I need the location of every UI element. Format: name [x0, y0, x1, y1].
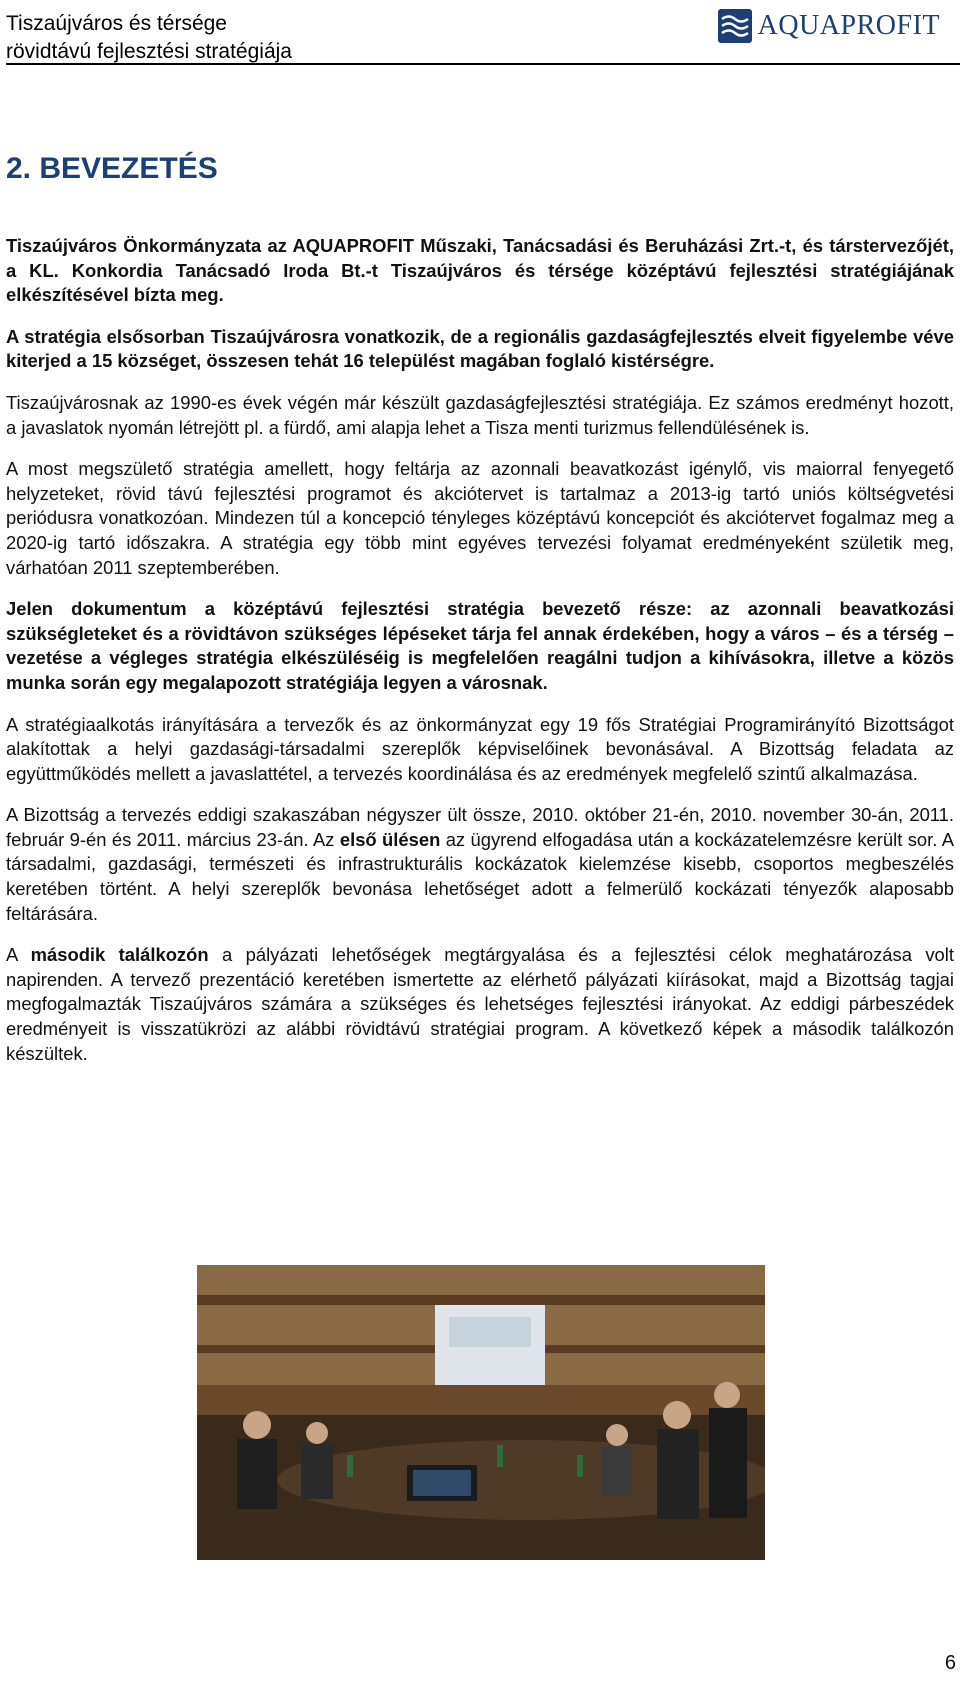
paragraph-intro: Tiszaújváros Önkormányzata az AQUAPROFIT Műszaki, Tanácsadási és Beruházási Zrt.-t, és társtervezőjét, a KL. Konkordia Tanácsadó Iroda Bt.-t Tiszaújváros és térsége középtávú fejlesztési stratégiájának elkészítésével bízta meg.: [6, 235, 954, 306]
page-number: 6: [944, 1652, 956, 1674]
meetings-text-end: az ügyrend elfogadása után a kockázatelemzésre került sor. A társadalmi, gazdasági, természeti és infrastrukturális kockázatok kielemzése kisebb, csoportos megbeszélés keretében történt. A helyi szereplők bevonása lehetőséget adott a felmerülő kockázati tényezők alaposabb feltárására.: [6, 828, 954, 924]
paragraph-second-meeting: [6, 943, 954, 1066]
paragraph-committee: A stratégiaalkotás irányítására a tervezők és az önkormányzat egy 19 fős Stratégiai Programirányító Bizottságot alakítottak a helyi gazdasági-társadalmi szereplők képviselőinek bevonásával. A Bizottság feladata az együttműködés mellett a javaslattétel, a tervezés koordinálása és az eredmények megfelelő szintű alkalmazása.: [6, 713, 954, 784]
second-meeting-text-start: A: [6, 944, 31, 966]
page-content: [6, 150, 954, 1083]
paragraph-strategy: A most megszülető stratégia amellett, hogy feltárja az azonnali beavatkozást igénylő, vis maiorral fenyegető helyzeteket, rövid távú fejlesztési programot és akciótervet is tartalmaz a 2013-ig tartó uniós költségvetési periódusra vonatkozóan. Mindezen túl a koncepció tényleges középtávú koncepciót és akciótervet fogalmaz meg a 2020-ig tartó időszakra. A stratégia egy több mint egyéves tervezési folyamat eredményeként születik meg, várhatóan 2011 szeptemberében.: [6, 458, 954, 578]
logo-text: AQUAPROFIT: [757, 10, 940, 41]
header-divider: [6, 63, 960, 65]
document-title-line-1: Tiszaújváros és térsége: [6, 12, 227, 35]
meetings-text-start: A Bizottság a tervezés eddigi szakaszában négyszer ült össze, 2010. október 21-én, 2010. november 30-án, 2011. február 9-én és 2011. március 23-án. Az: [6, 804, 954, 850]
meeting-photo: [197, 1265, 765, 1560]
aquaprofit-logo: [718, 8, 940, 44]
aquaprofit-logo-icon: [718, 9, 752, 43]
paragraph-document-purpose: Jelen dokumentum a középtávú fejlesztési stratégia bevezető része: az azonnali beavatkozási szükségleteket és a rövidtávon szükséges lépéseket tárja fel annak érdekében, hogy a város – és a térség – vezetése a végleges stratégia elkészüléséig is megfelelően reagálni tudjon a kihívásokra, illetve a közös munka során egy megalapozott stratégiája legyen a városnak.: [6, 598, 954, 693]
paragraph-meetings: [6, 803, 954, 926]
second-meeting-text-end: a pályázati lehetőségek megtárgyalása és a fejlesztési célok meghatározása volt napirenden. A tervező prezentáció keretében ismertette az elérhető pályázati kiírásokat, majd a Bizottság tagjai megfogalmazták Tiszaújváros számára a szükséges és lehetséges fejlesztési irányokat. Az eddigi párbeszédek eredményeit is visszatükrözi az alábbi rövidtávú stratégiai program. A következő képek a második találkozón készültek.: [6, 944, 954, 1064]
document-title-line-2: rövidtávú fejlesztési stratégiája: [6, 40, 292, 63]
paragraph-history: Tiszaújvárosnak az 1990-es évek végén már készült gazdaságfejlesztési stratégiája. Ez számos eredményt hozott, a javaslatok nyomán létrejött pl. a fürdő, ami alapja lehet a Tisza menti turizmus fellendülésének is.: [6, 391, 954, 438]
page-header: [6, 8, 960, 66]
document-title: [6, 10, 292, 66]
section-heading: 2. BEVEZETÉS: [6, 152, 218, 185]
second-meeting-label: második találkozón: [30, 944, 209, 966]
paragraph-scope: A stratégia elsősorban Tiszaújvárosra vonatkozik, de a regionális gazdaságfejlesztés elveit figyelembe véve kiterjed a 15 községet, összesen tehát 16 települést magában foglaló kistérségre.: [6, 325, 954, 372]
meetings-first-session: első ülésen: [339, 828, 441, 850]
